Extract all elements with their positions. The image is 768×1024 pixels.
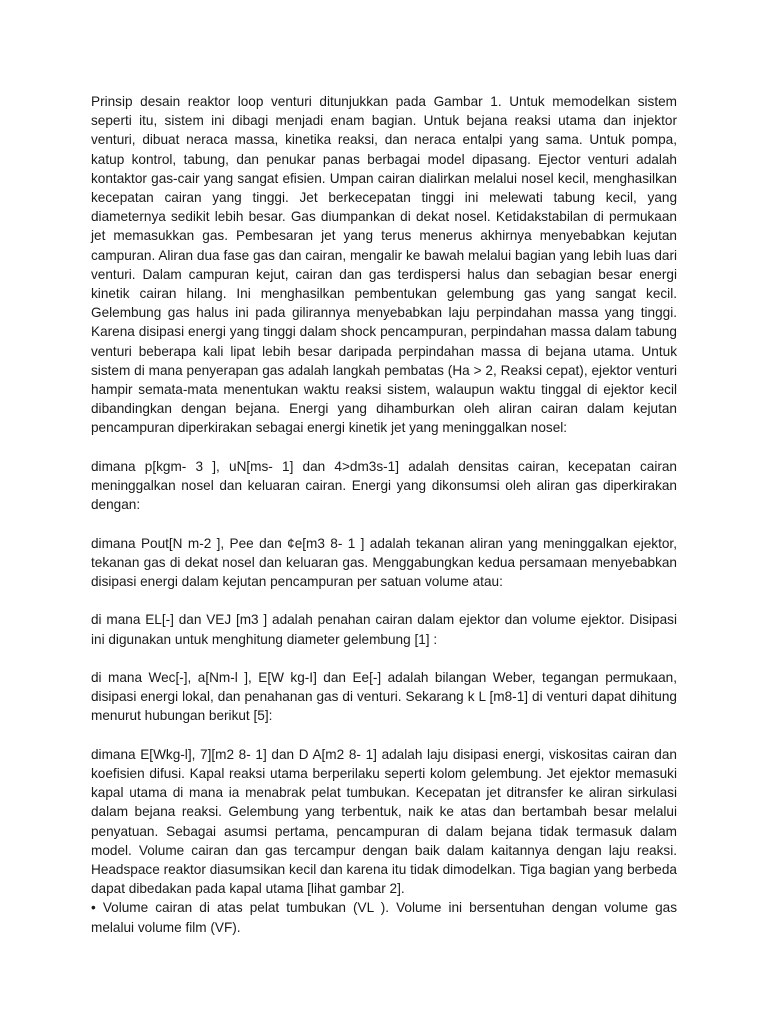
paragraph-gas-energy: dimana Pout[N m-2 ], Pee dan ¢e[m3 8- 1 ] adalah tekanan aliran yang meninggalkan ejektor, tekanan gas di dekat nosel dan keluaran gas. Menggabungkan kedua persamaan menyebabkan disipasi energi dalam kejutan pencampuran per satuan volume atau: — [91, 535, 677, 590]
bullet-liquid-volume: • Volume cairan di atas pelat tumbukan (VL ). Volume ini bersentuhan dengan volume gas melalui volume film (VF). — [91, 900, 677, 935]
paragraph-bubble-diameter: di mana Wec[-], a[Nm-l ], E[W kg-I] dan Ee[-] adalah bilangan Weber, tegangan permukaan, disipasi energi lokal, dan penahanan gas di venturi. Sekarang k L [m8-1] di venturi dapat dihitung menurut hubungan berikut [5]: — [91, 670, 677, 724]
paragraph-venturi-principle: Prinsip desain reaktor loop venturi ditunjukkan pada Gambar 1. Untuk memodelkan sistem seperti itu, sistem ini dibagi menjadi enam bagian. Untuk bejana reaksi utama dan injektor venturi, dibuat neraca massa, kinetika reaksi, dan neraca entalpi yang sama. Untuk pompa, katup kontrol, tabung, dan penukar panas berbagai model dipasang. Ejector venturi adalah kontaktor gas-cair yang sangat efisien. Umpan cairan dialirkan melalui nosel kecil, menghasilkan kecepatan cairan yang tinggi. Jet berkecepatan tinggi ini melewati tabung kecil, yang diameternya sedikit lebih besar. Gas diumpankan di dekat nosel. Ketidakstabilan di permukaan jet memasukkan gas. Pembesaran jet yang terus menerus akhirnya menyebabkan kejutan campuran. Aliran dua fase gas dan cairan, mengalir ke bawah melalui bagian yang lebih luas dari venturi. Dalam campuran kejut, cairan dan gas terdispersi halus dan sebagian besar energi kinetik cairan hilang. Ini menghasilkan pembentukan gelembung gas yang sangat kecil. Gelembung gas halus ini pada gilirannya menyebabkan laju perpindahan massa yang tinggi. Karena disipasi energi yang tinggi dalam shock pencampuran, perpindahan massa dalam tabung venturi beberapa kali lipat lebih besar daripada perpindahan massa di bejana utama. Untuk sistem di mana penyerapan gas adalah langkah pembatas (Ha > 2, Reaksi cepat), ejektor venturi hampir semata-mata menentukan waktu reaksi sistem, walaupun waktu tinggal di ejektor kecil dibandingkan dengan bejana. Energi yang dihamburkan oleh aliran cairan dalam kejutan pencampuran diperkirakan sebagai energi kinetik jet yang meninggalkan nosel: — [91, 94, 677, 436]
document-body — [91, 92, 677, 937]
paragraph-main-vessel: dimana E[Wkg-l], 7][m2 8- 1] dan D A[m2 8- 1] adalah laju disipasi energi, viskositas cairan dan koefisien difusi. Kapal reaksi utama berperilaku seperti kolom gelembung. Jet ejektor memasuki kapal utama di mana ia menabrak pelat tumbukan. Kecepatan jet ditransfer ke aliran sirkulasi dalam bejana reaksi. Gelembung yang terbentuk, naik ke atas dan bertambah besar melalui penyatuan. Sebagai asumsi pertama, pencampuran di dalam bejana tidak termasuk dalam model. Volume cairan dan gas tercampur dengan baik dalam kaitannya dengan laju reaksi. Headspace reaktor diasumsikan kecil dan karena itu tidak dimodelkan. Tiga bagian yang berbeda dapat dibedakan pada kapal utama [lihat gambar 2]. — [91, 746, 677, 897]
paragraph-liquid-energy: dimana p[kgm- 3 ], uN[ms- 1] dan 4>dm3s-1] adalah densitas cairan, kecepatan cairan meninggalkan nosel dan keluaran cairan. Energi yang dikonsumsi oleh aliran gas diperkirakan dengan: — [91, 458, 677, 513]
paragraph-dissipation: di mana EL[-] dan VEJ [m3 ] adalah penahan cairan dalam ejektor dan volume ejektor. Disipasi ini digunakan untuk menghitung diameter gelembung [1] : — [91, 612, 677, 647]
